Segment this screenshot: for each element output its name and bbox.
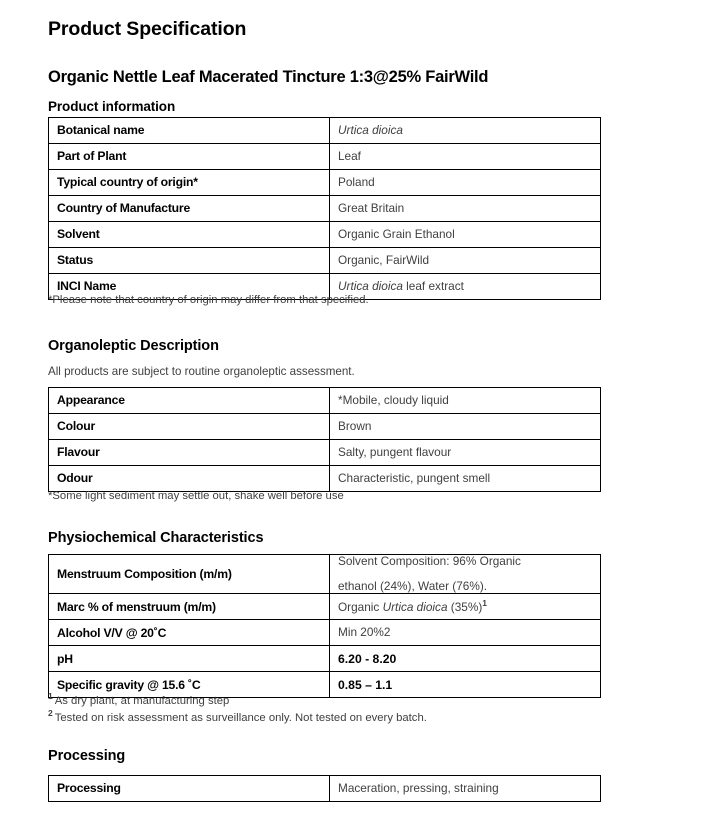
row-key: pH bbox=[49, 646, 330, 672]
product-name-heading: Organic Nettle Leaf Macerated Tincture 1:3@25% FairWild bbox=[48, 68, 489, 86]
row-key: Solvent bbox=[49, 222, 330, 248]
row-value: Characteristic, pungent smell bbox=[330, 466, 601, 492]
marc-suffix: (35%) bbox=[447, 599, 483, 614]
row-value-rest: leaf extract bbox=[402, 278, 464, 293]
table-row bbox=[49, 388, 601, 414]
row-value bbox=[330, 555, 601, 594]
row-value: *Mobile, cloudy liquid bbox=[330, 388, 601, 414]
row-key: Appearance bbox=[49, 388, 330, 414]
marc-italic: Urtica dioica bbox=[382, 599, 448, 614]
row-key: Alcohol V/V @ 20˚C bbox=[49, 620, 330, 646]
row-key: Specific gravity @ 15.6 ˚C bbox=[49, 672, 330, 698]
table-row bbox=[49, 620, 601, 646]
section-heading-product-information: Product information bbox=[48, 99, 176, 114]
marc-prefix: Organic bbox=[338, 599, 383, 614]
row-key: Typical country of origin* bbox=[49, 170, 330, 196]
table-row bbox=[49, 440, 601, 466]
row-value: Great Britain bbox=[330, 196, 601, 222]
row-value: Organic, FairWild bbox=[330, 248, 601, 274]
footnote-1-mark: 1 bbox=[48, 691, 53, 701]
menstruum-line-1: Solvent Composition: 96% Organic bbox=[338, 554, 521, 568]
table-row bbox=[49, 170, 601, 196]
row-value: Maceration, pressing, straining bbox=[330, 776, 601, 802]
organoleptic-table bbox=[48, 387, 601, 492]
table-row bbox=[49, 118, 601, 144]
page-title: Product Specification bbox=[48, 18, 247, 40]
row-key: Flavour bbox=[49, 440, 330, 466]
table-row bbox=[49, 466, 601, 492]
table-row bbox=[49, 646, 601, 672]
menstruum-line-2: ethanol (24%), Water (76%). bbox=[338, 578, 488, 593]
footnote-2-text: Tested on risk assessment as surveillance only. Not tested on every batch. bbox=[54, 711, 427, 724]
organoleptic-note: *Some light sediment may settle out, shake well before use bbox=[48, 490, 344, 502]
row-key: Botanical name bbox=[49, 118, 330, 144]
physiochemical-table bbox=[48, 554, 601, 698]
row-value: Min 20%2 bbox=[330, 620, 601, 646]
row-value-italic: Urtica dioica bbox=[338, 278, 403, 293]
row-value: Brown bbox=[330, 414, 601, 440]
footnote-1-text: As dry plant, at manufacturing step bbox=[54, 694, 230, 707]
section-heading-physiochemical: Physiochemical Characteristics bbox=[48, 530, 264, 546]
product-information-note: *Please note that country of origin may differ from that specified. bbox=[48, 294, 369, 306]
row-value: Leaf bbox=[330, 144, 601, 170]
footnote-2-mark: 2 bbox=[48, 708, 53, 718]
row-value: Poland bbox=[330, 170, 601, 196]
row-key: Processing bbox=[49, 776, 330, 802]
row-key: Country of Manufacture bbox=[49, 196, 330, 222]
row-value: Organic Grain Ethanol bbox=[330, 222, 601, 248]
row-key: Status bbox=[49, 248, 330, 274]
row-key: Part of Plant bbox=[49, 144, 330, 170]
table-row bbox=[49, 776, 601, 802]
row-value bbox=[330, 274, 601, 300]
table-row bbox=[49, 594, 601, 620]
row-key: INCI Name bbox=[49, 274, 330, 300]
table-row bbox=[49, 555, 601, 594]
row-value bbox=[330, 594, 601, 620]
row-value: Salty, pungent flavour bbox=[330, 440, 601, 466]
processing-table bbox=[48, 775, 601, 802]
row-value-italic: Urtica dioica bbox=[338, 122, 403, 137]
table-row bbox=[49, 144, 601, 170]
table-row bbox=[49, 248, 601, 274]
table-row bbox=[49, 196, 601, 222]
row-value bbox=[330, 118, 601, 144]
row-key: Menstruum Composition (m/m) bbox=[49, 555, 330, 594]
row-key: Odour bbox=[49, 466, 330, 492]
row-value: 6.20 - 8.20 bbox=[330, 646, 601, 672]
footnote-1 bbox=[48, 691, 229, 707]
product-information-table bbox=[48, 117, 601, 300]
row-key: Marc % of menstruum (m/m) bbox=[49, 594, 330, 620]
row-key: Colour bbox=[49, 414, 330, 440]
section-heading-processing: Processing bbox=[48, 748, 126, 764]
footnote-2 bbox=[48, 708, 427, 724]
table-row bbox=[49, 414, 601, 440]
section-heading-organoleptic: Organoleptic Description bbox=[48, 338, 219, 354]
table-row bbox=[49, 222, 601, 248]
row-value: 0.85 – 1.1 bbox=[330, 672, 601, 698]
organoleptic-intro: All products are subject to routine organoleptic assessment. bbox=[48, 365, 355, 378]
marc-footnote-mark: 1 bbox=[482, 597, 487, 608]
